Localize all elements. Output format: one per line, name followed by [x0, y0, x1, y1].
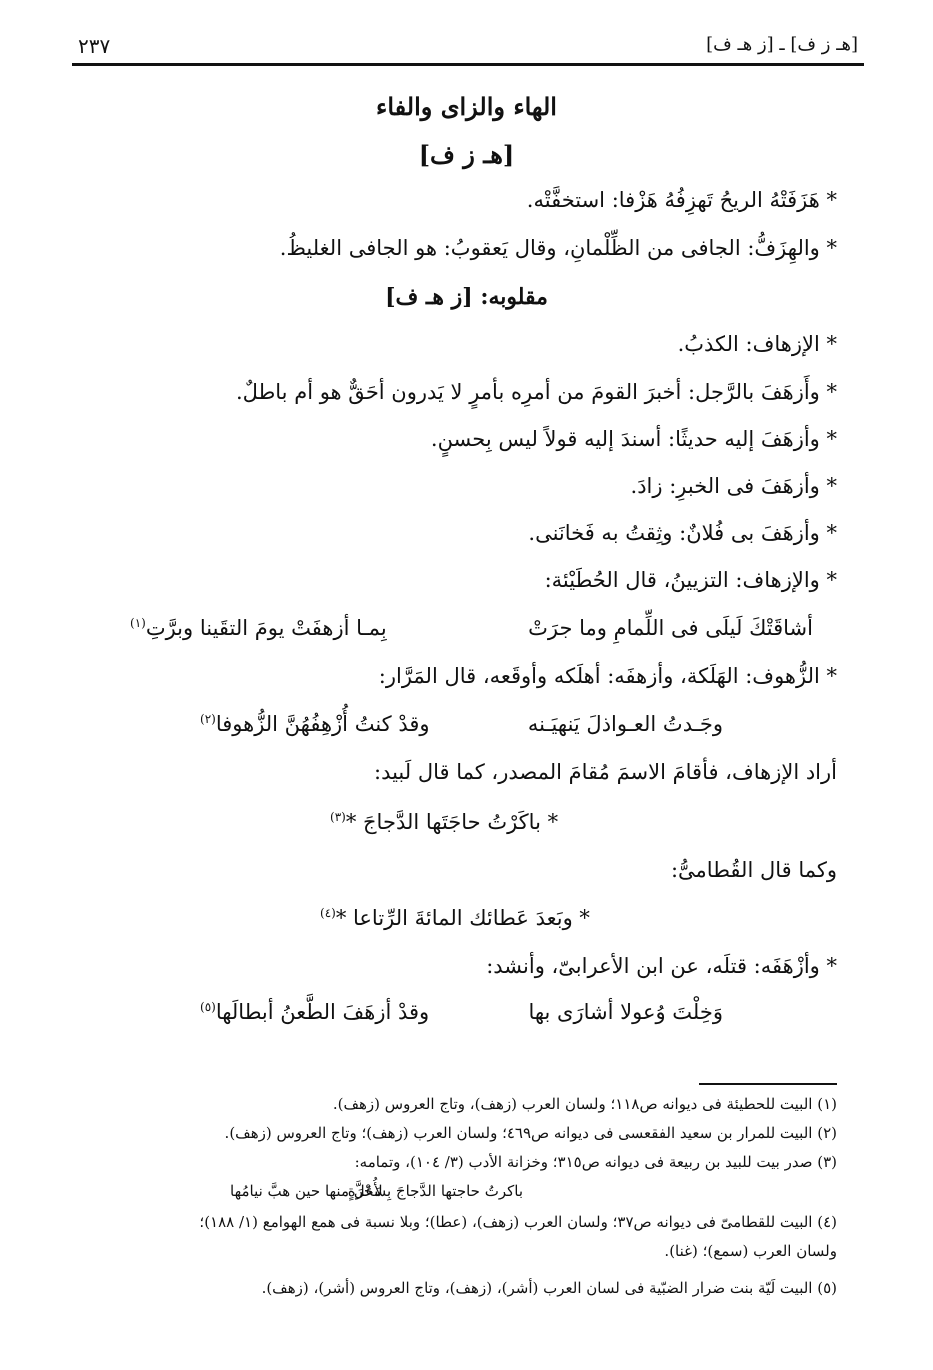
verse-text: بِمـا أزهفَتْ يومَ التقَينا وبرَّتِ	[145, 616, 387, 640]
header-rule	[72, 63, 864, 66]
page-number: ٢٣٧	[78, 34, 111, 58]
root-heading: [هـ ز ف]	[418, 140, 515, 169]
footnote-verse-right: باكرتُ حاجتها الدَّجاجَ بِسَحْرَةٍ	[347, 1182, 523, 1200]
entry-line: أراد الإزهاف، فأقامَ الاسمَ مُقامَ المصدر، كما قال لَبيد:	[374, 760, 837, 784]
footnote: (٢) البيت للمرار بن سعيد الفقعسى فى ديوانه ص٤٦٩؛ ولسان العرب (زهف)؛ وتاج العروس (زهف).	[224, 1124, 837, 1142]
footnote-continuation: ولسان العرب (سمع)؛ (غنا).	[664, 1242, 837, 1260]
footnote: (٥) البيت لَيّة بنت ضرار الضبّية فى لسان العرب (أشر)، (زهف)، وتاج العروس (أشر)، (زهف).	[261, 1279, 837, 1297]
entry-line: * وأزهَفَ بى فُلانٌ: وثِقتُ به فَخانَنى.	[528, 521, 837, 545]
verse-hemistich-left	[200, 1000, 429, 1024]
entry-line: * وأزهَفَ إليه حديثًا: أسندَ إليه قولاً ليس بِحسنٍ.	[430, 427, 837, 451]
footnote: (١) البيت للحطيئة فى ديوانه ص١١٨؛ ولسان العرب (زهف)، وتاج العروس (زهف).	[332, 1095, 837, 1113]
entry-line: * وأزْهَفَه: قتلَه، عن ابن الأعرابىّ، وأنشد:	[486, 954, 837, 978]
verse-hemistich-right: وَخِلْتَ وُعولا أشارَى بها	[528, 1000, 723, 1024]
verse-text: وقدْ كنتُ أُزْهِفُهُنَّ الزُّهوفا	[215, 712, 430, 736]
footnote: (٤) البيت للقطامىّ فى ديوانه ص٣٧؛ ولسان العرب (زهف)، (عطا)؛ وبلا نسبة فى همع الهوامع (١/ ١٨٨)؛	[199, 1213, 837, 1231]
verse-hemistich-left	[200, 712, 430, 736]
verse-half	[320, 906, 590, 930]
inverted-root-heading: مقلوبه: [ز هـ ف]	[385, 284, 548, 310]
entry-line: * وأَزهَفَ بالرَّجل: أخبرَ القومَ من أمرِه بأمرٍ لا يَدرون أحَقٌّ هو أم باطلٌ.	[235, 380, 837, 404]
entry-line: * والإزهاف: التزيينُ، قال الحُطَيْئة:	[544, 568, 837, 592]
footnote-marker: (٥)	[200, 1000, 216, 1014]
footnote-marker: (٢)	[200, 712, 216, 726]
verse-hemistich-left	[130, 616, 387, 640]
footnote-rule	[699, 1083, 837, 1085]
verse-text: * وبَعدَ عَطائك المائةَ الرِّتاعا *	[335, 906, 590, 930]
section-title: الهاء والزاى والفاء	[376, 92, 557, 121]
entry-line: * الزُّهوف: الهَلَكة، وأزهفَه: أهلَكه وأوقَعه، قال المَرَّار:	[378, 664, 837, 688]
footnote: (٣) صدر بيت للبيد بن ربيعة فى ديوانه ص٣١٥؛ وخزانة الأدب (٣/ ١٠٤)، وتمامه:	[354, 1153, 837, 1171]
verse-text: * باكَرْتُ حاجَتَها الدَّجاجَ *	[345, 810, 559, 834]
footnote-marker: (٣)	[330, 810, 346, 824]
footnote-marker: (١)	[130, 616, 146, 630]
verse-text: وقدْ أزهَفَ الطَّعنُ أبطالَها	[215, 1000, 430, 1024]
entry-line: * الإزهاف: الكذبُ.	[677, 332, 837, 356]
entry-line: * وأزهَفَ فى الخبرِ: زادَ.	[630, 474, 837, 498]
entry-line: وكما قال القُطامىُّ:	[670, 858, 837, 882]
verse-half	[330, 810, 558, 834]
entry-line: * هَزَفَتْهُ الريحُ تَهزِفُهُ هَزْفا: استخفَّتْه.	[526, 188, 837, 212]
entry-line: * والهِزَفُّ: الجافى من الظِّلْمانِ، وقال يَعقوبُ: هو الجافى الغليظُ.	[279, 236, 837, 260]
verse-hemistich-right: أشاقَتْكَ لَيلَى فى اللِّمامِ وما جرَتْ	[528, 616, 813, 640]
verse-hemistich-right: وجَـدتُ العـواذلَ يَنهيَـنه	[527, 712, 723, 736]
running-head: [هـ ز ف] ـ [ز هـ ف]	[706, 34, 858, 55]
footnote-marker: (٤)	[320, 906, 336, 920]
footnote-verse-left: لأُعَلَّ منها حين هبَّ نيامُها	[230, 1182, 383, 1200]
